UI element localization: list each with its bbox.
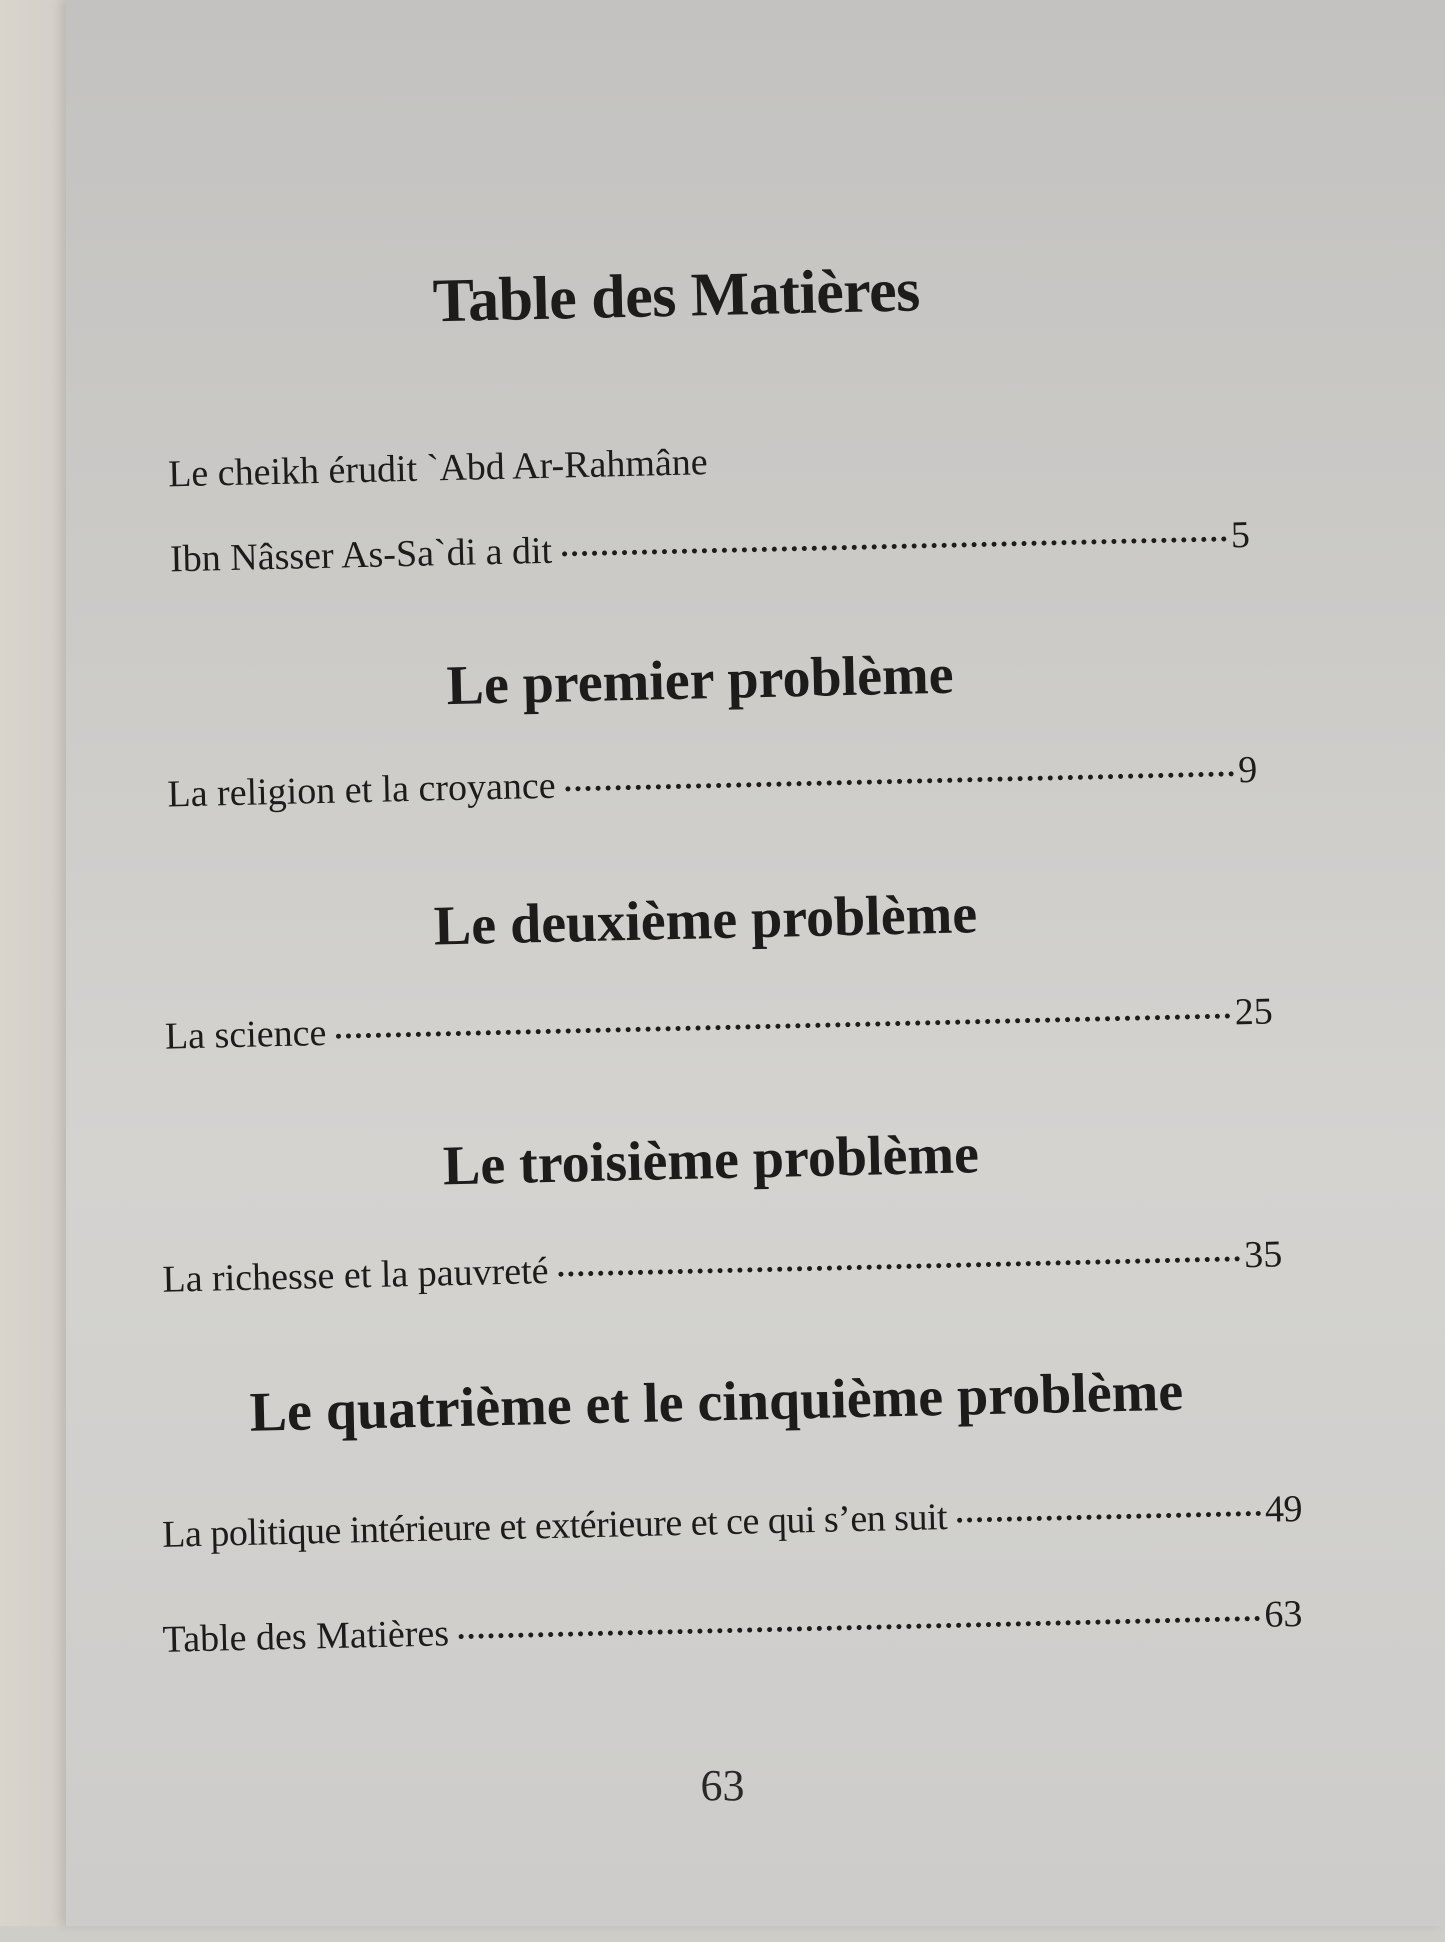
entry-label: La richesse et la pauvreté bbox=[161, 1249, 549, 1301]
dot-leader bbox=[459, 1616, 1260, 1639]
entry-label: La science bbox=[164, 1011, 327, 1058]
entry-page: 63 bbox=[1263, 1592, 1303, 1636]
entry-label: Ibn Nâsser As-Sa`di a dit bbox=[169, 529, 553, 581]
intro-line-1: Le cheikh érudit `Abd Ar-Rahmâne bbox=[167, 441, 709, 496]
page-number: 63 bbox=[700, 1761, 745, 1810]
section-heading-4: Le quatrième et le cinquième problème bbox=[248, 1360, 1184, 1444]
page-title: Table des Matières bbox=[432, 256, 921, 336]
entry-page: 35 bbox=[1243, 1233, 1283, 1277]
entry-label: La politique intérieure et extérieure et ce qui s’en suit bbox=[161, 1496, 948, 1556]
toc-entry-final bbox=[162, 1592, 1303, 1662]
entry-page: 5 bbox=[1230, 513, 1251, 557]
entry-page: 49 bbox=[1264, 1487, 1303, 1531]
dot-leader bbox=[562, 536, 1227, 556]
dot-leader bbox=[566, 771, 1235, 791]
toc-entry-3 bbox=[162, 1232, 1283, 1301]
toc-entry-4 bbox=[162, 1487, 1303, 1557]
toc-entry-2 bbox=[164, 989, 1273, 1058]
toc-entry-intro bbox=[170, 513, 1251, 581]
section-heading-3: Le troisième problème bbox=[442, 1123, 980, 1198]
section-heading-1: Le premier problème bbox=[445, 643, 955, 718]
toc-entry-1 bbox=[167, 748, 1258, 817]
dot-leader bbox=[957, 1511, 1261, 1523]
entry-label: Table des Matières bbox=[162, 1612, 450, 1661]
section-heading-2: Le deuxième problème bbox=[433, 883, 978, 958]
dot-leader bbox=[559, 1256, 1241, 1276]
entry-page: 25 bbox=[1234, 990, 1274, 1034]
entry-label: La religion et la croyance bbox=[166, 764, 557, 816]
entry-page: 9 bbox=[1237, 748, 1258, 792]
dot-leader bbox=[336, 1013, 1230, 1038]
